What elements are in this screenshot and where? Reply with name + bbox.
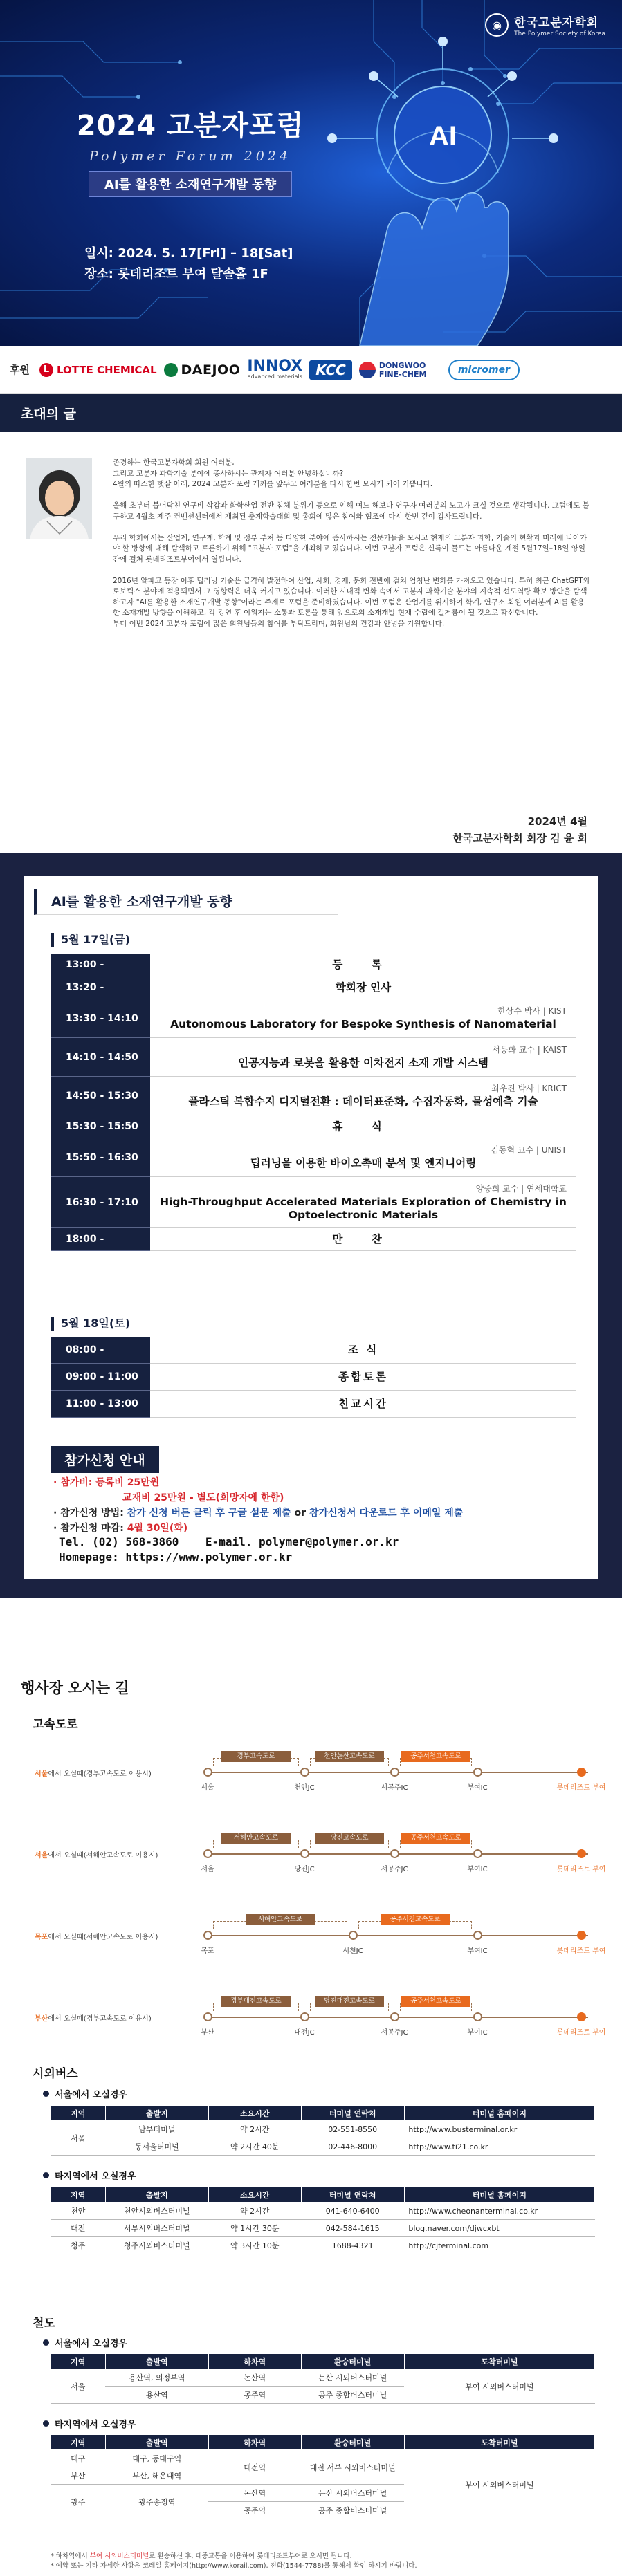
- greeting-paragraph: 2016년 알파고 등장 이후 딥러닝 기술은 급격히 발전하여 산업, 사회, 경제, 문화 전반에 걸쳐 엄청난 변화를 가져오고 있습니다. 특히 최근 ChatGPT와 로보틱스 분야에 적용되면서 그 영향력은 더욱 커지고 있습니다. 이러한 시대적 변화 속에서 고분자 과학기술 분야의 지속적 선도역량 확보 방안을 탐색하고자 "AI를 활용한 소재연구개발 동향"이라는 주제로 포럼을 준비하였습니다. 이번 포럼은 산업계를 위시하여 학계, 연구소 회원 여러분께 AI를 활용한 소재개발 방향을 이해하고, 각 강연 후 이워지는 소통과 토론을 통해 앞으로의 소재개발 현재 수립에 길거름이 될 것으로 확신합니다. 부디 이번 2024 고분자 포럼에 많은 회원님들의 참여를 부탁드리며, 회원님의 건강과 안녕을 기원합니다.: [113, 576, 590, 628]
- table-header-row: [51, 2106, 595, 2121]
- greeting-letter: [113, 458, 590, 640]
- route-node-label: 부여IC: [467, 2029, 488, 2037]
- terminal-homepage-link[interactable]: blog.naver.com/djwcxbt: [404, 2220, 594, 2237]
- session-title: 친교시간: [338, 1397, 388, 1410]
- schedule-time: 14:10 - 14:50: [51, 1038, 150, 1077]
- highway-route: [35, 1900, 606, 1970]
- table-row: [51, 2121, 595, 2138]
- table-cell: 대전 서부 시외버스터미널: [301, 2450, 404, 2485]
- region-cell: 부산: [51, 2467, 106, 2485]
- sponsor-bar: [0, 346, 622, 394]
- apply-deadline: 4월 30일(화): [127, 1523, 188, 1534]
- greeting-paragraph: 우리 학회에서는 산업계, 연구계, 학계 및 정부 부처 등 다양한 분야에 종사하시는 전문가들을 모시고 현재의 고분자 과학, 기술의 현황과 미래에 나아가야 할 방향에 대해 탐색하고 토론하기 위해 "고분자 포럼"을 개최하고 있습니다. 이번 고분자 포럼은 신록이 물드는 아름다운 계절 5월17일–18일 양일간에 걸쳐 롯데리조트부여에서 열립니다.: [113, 533, 587, 564]
- sponsor-daejoo[interactable]: DAEJOO: [164, 362, 241, 378]
- table-header-cell: 출발역: [105, 2354, 208, 2369]
- table-header-cell: 터미널 연락처: [301, 2106, 404, 2121]
- footnote-transfer: * 하차역에서 부여 시외버스터미널로 환승하신 후, 대중교통을 이용하여 롯데리조트부여로 오시면 됩니다.: [51, 2552, 352, 2560]
- schedule-content: [150, 1391, 576, 1417]
- schedule-row: [51, 1364, 576, 1391]
- table-header-cell: 하차역: [208, 2435, 301, 2450]
- table-header-row: [51, 2187, 595, 2203]
- contact-info: [59, 1535, 399, 1565]
- table-cell: 약 2시간 40분: [208, 2138, 301, 2156]
- lotte-logo-icon: L: [39, 363, 53, 377]
- table-header-cell: 소요시간: [208, 2187, 301, 2203]
- route-node-label: 롯데리조트 부여: [556, 1866, 606, 1873]
- dongwoo-logo-icon: [359, 362, 376, 378]
- rail-local-table: [51, 2434, 595, 2519]
- route-node-label: 롯데리조트 부여: [556, 1784, 606, 1792]
- schedule-content: [150, 1038, 576, 1076]
- route-node: [390, 1849, 399, 1858]
- route-node: [349, 1931, 358, 1940]
- schedule-content: [150, 1077, 576, 1115]
- session-title: Autonomous Laboratory for Bespoke Synthesis of Nanomaterial: [170, 1018, 556, 1030]
- table-cell: 논산 시외버스터미널: [301, 2369, 404, 2387]
- highway-name-tag: 서해안고속도로: [246, 1914, 315, 1925]
- directions-title: 행사장 오시는 길: [21, 1680, 129, 1696]
- sponsor-innox[interactable]: INNOX advanced materials: [247, 358, 303, 380]
- route-node-label: 천안JC: [294, 1784, 315, 1792]
- schedule-row: [51, 1115, 576, 1138]
- schedule-row: [51, 999, 576, 1038]
- bus-seoul-title: 서울에서 오실경우: [43, 2087, 127, 2100]
- table-header-cell: 도착터미널: [404, 2354, 594, 2369]
- sponsor-micromer[interactable]: micromer: [448, 360, 520, 380]
- highway-name-tag: 서해안고속도로: [221, 1833, 291, 1844]
- session-title: 학회장 인사: [335, 981, 392, 994]
- bus-seoul-table: [51, 2105, 595, 2156]
- table-header-cell: 출발역: [105, 2435, 208, 2450]
- homepage-link[interactable]: Homepage: https://www.polymer.or.kr: [59, 1550, 293, 1564]
- route-node: [473, 1849, 482, 1858]
- highway-route: [35, 1982, 606, 2051]
- sponsor-dongwoo[interactable]: DONGWOO FINE-CHEM: [359, 361, 441, 379]
- session-title: 휴 식: [332, 1120, 394, 1133]
- highway-name-tag: 공주서천고속도로: [381, 1914, 450, 1925]
- route-node-label: 서공주JC: [381, 2029, 408, 2037]
- table-cell: 대전: [51, 2220, 106, 2237]
- table-header-cell: 터미널 홈페이지: [404, 2106, 594, 2121]
- table-cell: 남부터미널: [105, 2121, 208, 2138]
- highway-name-tag: 당진고속도로: [315, 1833, 384, 1844]
- route-node: [473, 1768, 482, 1777]
- session-title: 종합토론: [338, 1370, 388, 1383]
- schedule-row: [51, 1077, 576, 1115]
- society-name-en: The Polymer Society of Korea: [514, 30, 605, 37]
- arrival-cell: 부여 시외버스터미널: [404, 2369, 594, 2404]
- event-info: [84, 243, 293, 285]
- rail-seoul-title: 서울에서 오실경우: [43, 2336, 127, 2349]
- hero-title-block: [52, 104, 329, 197]
- highway-name-tag: 공주서천고속도로: [401, 1751, 470, 1762]
- route-node-label: 서천JC: [342, 1947, 363, 1955]
- event-date: 일시: 2024. 5. 17[Fri] – 18[Sat]: [84, 246, 293, 261]
- table-header-cell: 지역: [51, 2435, 106, 2450]
- speaker: 한상수 박사 | KIST: [497, 1006, 567, 1016]
- schedule-row: [51, 1177, 576, 1228]
- table-cell: 논산 시외버스터미널: [301, 2485, 404, 2502]
- rail-seoul-table: [51, 2353, 595, 2404]
- session-title: High-Throughput Accelerated Materials Exploration of Chemistry in Optoelectronic Materials: [160, 1195, 567, 1221]
- arrival-cell: 부여 시외버스터미널: [404, 2450, 594, 2519]
- table-header-cell: 출발지: [105, 2187, 208, 2203]
- route-node-label: 목포: [201, 1947, 214, 1955]
- greeting-paragraph: 올해 초부터 불어닥친 연구비 삭감과 화학산업 전반 침체 분위기 등으로 인해 여느 해보다 연구자 여러분의 노고가 크실 것으로 생각됩니다. 그럼에도 불구하고 4월초 제주 컨벤션센터에서 개최된 춘계학술대회 및 총회에 많은 참여와 협조에 다시 한번 깊이 감사드립니다.: [113, 501, 589, 521]
- table-header-cell: 환승터미널: [301, 2435, 404, 2450]
- highway-name-tag: 천안논산고속도로: [315, 1751, 384, 1762]
- table-header-cell: 터미널 홈페이지: [404, 2187, 594, 2203]
- route-node-label: 부여IC: [467, 1866, 488, 1873]
- schedule-time: 11:00 - 13:00: [51, 1391, 150, 1418]
- table-header-row: [51, 2354, 595, 2369]
- sponsor-kcc[interactable]: KCC: [309, 360, 352, 380]
- schedule-time: 13:20 -: [51, 976, 150, 999]
- schedule-content: [150, 1337, 576, 1363]
- route-node: [390, 2012, 399, 2021]
- society-logo[interactable]: [485, 12, 605, 37]
- region-cell: 대구: [51, 2450, 106, 2467]
- route-node: [300, 2012, 309, 2021]
- route-node: [203, 1768, 212, 1777]
- table-header-cell: 출발지: [105, 2106, 208, 2121]
- sponsor-lotte-chemical[interactable]: L LOTTE CHEMICAL: [39, 363, 157, 377]
- program-title: AI를 활용한 소재연구개발 동향: [34, 889, 338, 915]
- greeting-section: [0, 432, 622, 853]
- table-cell: 약 1시간 30분: [208, 2220, 301, 2237]
- application-download-link[interactable]: 참가신청서 다운로드 후 이메일 제출: [309, 1508, 464, 1519]
- route-node: [577, 2012, 586, 2021]
- bus-local-table: [51, 2187, 595, 2254]
- session-title: 인공지능과 로봇을 활용한 이차전지 소재 개발 시스템: [238, 1057, 488, 1069]
- route-node-label: 서공주JC: [381, 1866, 408, 1873]
- apply-details: · 참가비: 등록비 25만원 교재비 25만원 - 별도(희망자에 한함) · 참가신청 방법: 참가 신청 버튼 클릭 후 구글 설문 제출 or 참가신청서 다운로드 후 이메일 제출 · 참가신청 마감: 4월 30일(화): [53, 1477, 464, 1534]
- highway-name-tag: 공주서천고속도로: [401, 1833, 470, 1844]
- table-header-cell: 소요시간: [208, 2106, 301, 2121]
- highway-name-tag: 경부대전고속도로: [221, 1996, 291, 2007]
- greeting-paragraph: 존경하는 한국고분자학회 회원 여러분, 그리고 고분자 과학기술 분야에 종사하시는 관계자 여러분 안녕하십니까? 4월의 따스한 햇살 아래, 2024 고분자 포럼 개최를 앞두고 여러분을 다시 한번 모시게 되어 기쁩니다.: [113, 458, 433, 488]
- route-node-label: 당진JC: [294, 1866, 315, 1873]
- schedule-row: [51, 1391, 576, 1418]
- greeting-signature: 한국고분자학회 회장 김 윤 희: [452, 832, 587, 844]
- highway-name-tag: 경부고속도로: [221, 1751, 291, 1762]
- table-header-cell: 지역: [51, 2187, 106, 2203]
- bus-heading: 시외버스: [33, 2067, 78, 2081]
- speaker: 양증희 교수 | 연세대학교: [475, 1184, 567, 1194]
- schedule-content: [150, 1115, 576, 1138]
- schedule-time: 16:30 - 17:10: [51, 1177, 150, 1228]
- forum-title: 2024 고분자포럼: [76, 110, 304, 142]
- route-node-label: 롯데리조트 부여: [556, 1947, 606, 1955]
- program-section: [0, 853, 622, 1598]
- table-cell: 부산, 해운대역: [105, 2467, 208, 2485]
- table-row: [51, 2369, 595, 2387]
- route-node: [203, 1849, 212, 1858]
- table-cell: 대전역: [208, 2450, 301, 2485]
- session-title: 딥러닝을 이용한 바이오촉매 분석 및 엔지니어링: [250, 1157, 477, 1169]
- forum-theme: AI를 활용한 소재연구개발 동향: [89, 171, 292, 197]
- footnote-korail: * 예약 또는 기타 자세한 사항은 코레일 홈페이지(http://www.korail.com), 전화(1544-7788)를 통해서 확인 하시기 바랍니다.: [51, 2562, 417, 2570]
- table-cell: 02-551-8550: [301, 2121, 404, 2138]
- table-header-cell: 터미널 연락처: [301, 2187, 404, 2203]
- route-label: 서울에서 오실때(서해안고속도로 이용시): [35, 1852, 158, 1860]
- schedule-row: [51, 976, 576, 999]
- route-node-label: 대전JC: [294, 2029, 315, 2037]
- session-title: 조 식: [347, 1343, 379, 1356]
- session-title: 등 록: [332, 958, 394, 971]
- route-node-label: 부산: [201, 2029, 214, 2037]
- route-node-label: 롯데리조트 부여: [556, 2029, 606, 2037]
- route-node-label: 부여IC: [467, 1947, 488, 1955]
- terminal-homepage-link[interactable]: http://www.busterminal.or.kr: [404, 2121, 594, 2138]
- table-cell: 공주역: [208, 2387, 301, 2404]
- terminal-homepage-link[interactable]: http://www.cheonanterminal.co.kr: [404, 2203, 594, 2220]
- table-header-cell: 하차역: [208, 2354, 301, 2369]
- table-cell: 서부시외버스터미널: [105, 2220, 208, 2237]
- table-cell: 공주 종합버스터미널: [301, 2502, 404, 2519]
- table-cell: 1688-4321: [301, 2237, 404, 2254]
- rail-heading: 철도: [33, 2317, 55, 2331]
- apply-heading: 참가신청 안내: [51, 1446, 159, 1473]
- sponsor-label: 후원: [10, 364, 30, 376]
- session-title: 플라스틱 복합수지 디지털전환 : 데이터표준화, 수집자동화, 물성예측 기술: [188, 1095, 538, 1108]
- contact-line[interactable]: Tel. (02) 568-3860 E-mail. polymer@polymer.or.kr: [59, 1535, 399, 1548]
- highway-heading: 고속도로: [33, 1718, 78, 1732]
- bus-local-title: 타지역에서 오실경우: [43, 2169, 136, 2182]
- schedule-content: [150, 976, 576, 999]
- region-cell: 광주: [51, 2485, 106, 2519]
- route-node: [577, 1768, 586, 1777]
- terminal-homepage-link[interactable]: http://www.ti21.co.kr: [404, 2138, 594, 2156]
- table-row: [51, 2237, 595, 2254]
- schedule-content: [150, 1228, 576, 1250]
- day1-heading: 5월 17일(금): [51, 933, 130, 947]
- schedule-time: 13:30 - 14:10: [51, 999, 150, 1038]
- route-node: [390, 1768, 399, 1777]
- route-node-label: 서공주IC: [381, 1784, 408, 1792]
- terminal-homepage-link[interactable]: http://cjterminal.com: [404, 2237, 594, 2254]
- schedule-time: 15:50 - 16:30: [51, 1138, 150, 1177]
- route-node: [300, 1849, 309, 1858]
- speaker: 서동화 교수 | KAIST: [492, 1045, 567, 1055]
- highway-route: [35, 1819, 606, 1888]
- route-node: [577, 1849, 586, 1858]
- schedule-time: 13:00 -: [51, 954, 150, 976]
- route-node: [203, 1931, 212, 1940]
- forum-title-en: Polymer Forum 2024: [89, 149, 291, 164]
- program-card: [24, 876, 598, 1579]
- schedule-content: [150, 954, 576, 976]
- hero-banner: [0, 0, 622, 346]
- schedule-time: 08:00 -: [51, 1337, 150, 1364]
- president-portrait: [26, 458, 92, 539]
- table-cell: 청주: [51, 2237, 106, 2254]
- table-cell: 청주시외버스터미널: [105, 2237, 208, 2254]
- table-cell: 042-584-1615: [301, 2220, 404, 2237]
- route-node-label: 서울: [201, 1784, 214, 1792]
- route-node: [300, 1768, 309, 1777]
- table-cell: 02-446-8000: [301, 2138, 404, 2156]
- rail-local-title: 타지역에서 오실경우: [43, 2417, 136, 2430]
- schedule-time: 15:30 - 15:50: [51, 1115, 150, 1138]
- ai-chip-label: AI: [429, 121, 457, 151]
- schedule-content: [150, 1364, 576, 1390]
- schedule-row: [51, 1228, 576, 1251]
- greeting-signature-block: [452, 813, 587, 846]
- route-line: [208, 1935, 588, 1936]
- route-node: [473, 2012, 482, 2021]
- table-cell: 논산역: [208, 2485, 301, 2502]
- region-cell: 서울: [51, 2121, 106, 2156]
- table-cell: 공주 종합버스터미널: [301, 2387, 404, 2404]
- fee-textbook: 교재비 25만원 - 별도(희망자에 한함): [122, 1492, 284, 1503]
- table-cell: 용산역, 의정부역: [105, 2369, 208, 2387]
- day2-schedule: [51, 1337, 576, 1418]
- table-row: [51, 2138, 595, 2156]
- schedule-row: [51, 1038, 576, 1077]
- route-node-label: 부여IC: [467, 1784, 488, 1792]
- table-header-cell: 지역: [51, 2354, 106, 2369]
- day2-heading: 5월 18일(토): [51, 1317, 130, 1331]
- highway-route: [35, 1737, 606, 1806]
- schedule-time: 14:50 - 15:30: [51, 1077, 150, 1115]
- schedule-time: 18:00 -: [51, 1228, 150, 1251]
- route-node-label: 서울: [201, 1866, 214, 1873]
- table-cell: 용산역: [105, 2387, 208, 2404]
- greeting-header: 초대의 글: [0, 394, 622, 432]
- table-header-cell: 지역: [51, 2106, 106, 2121]
- route-node: [203, 2012, 212, 2021]
- table-row: [51, 2450, 595, 2467]
- route-node: [577, 1931, 586, 1940]
- table-header-cell: 도착터미널: [404, 2435, 594, 2450]
- table-cell: 동서울터미널: [105, 2138, 208, 2156]
- speaker: 최우진 박사 | KRICT: [491, 1084, 567, 1093]
- event-place: 장소: 롯데리조트 부여 달솔홀 1F: [84, 267, 268, 281]
- route-label: 부산에서 오실때(경부고속도로 이용시): [35, 2015, 152, 2023]
- schedule-row: [51, 1337, 576, 1364]
- footnotes: [51, 2552, 604, 2571]
- session-title: 만 찬: [332, 1232, 394, 1245]
- table-cell: 약 2시간: [208, 2203, 301, 2220]
- daejoo-logo-icon: [164, 363, 178, 377]
- speaker: 김동혁 교수 | UNIST: [491, 1145, 567, 1155]
- table-cell: 041-640-6400: [301, 2203, 404, 2220]
- schedule-time: 09:00 - 11:00: [51, 1364, 150, 1391]
- route-label: 서울에서 오실때(경부고속도로 이용시): [35, 1770, 152, 1778]
- schedule-row: [51, 1138, 576, 1177]
- table-header-row: [51, 2435, 595, 2450]
- table-cell: 천안: [51, 2203, 106, 2220]
- greeting-date: 2024년 4월: [527, 815, 587, 828]
- route-node: [473, 1931, 482, 1940]
- society-name: 한국고분자학회: [514, 16, 599, 30]
- day1-schedule: [51, 954, 576, 1251]
- table-cell: 대구, 동대구역: [105, 2450, 208, 2467]
- table-cell: 약 2시간: [208, 2121, 301, 2138]
- fee-registration: 등록비 25만원: [95, 1477, 160, 1488]
- table-cell: 광주송정역: [105, 2485, 208, 2519]
- society-seal-icon: ◉: [485, 13, 509, 37]
- table-row: [51, 2203, 595, 2220]
- highway-name-tag: 당진대전고속도로: [315, 1996, 384, 2007]
- highway-name-tag: 공주서천고속도로: [401, 1996, 470, 2007]
- schedule-content: [150, 999, 576, 1037]
- schedule-row: [51, 954, 576, 976]
- schedule-content: [150, 1138, 576, 1176]
- table-cell: 공주역: [208, 2502, 301, 2519]
- table-cell: 논산역: [208, 2369, 301, 2387]
- region-cell: 서울: [51, 2369, 106, 2404]
- route-label: 목포에서 오실때(서해안고속도로 이용시): [35, 1934, 158, 1941]
- table-cell: 약 3시간 10분: [208, 2237, 301, 2254]
- table-cell: 천안시외버스터미널: [105, 2203, 208, 2220]
- schedule-content: [150, 1177, 576, 1227]
- google-form-link[interactable]: 참가 신청 버튼 클릭 후 구글 설문 제출: [127, 1508, 291, 1519]
- table-row: [51, 2220, 595, 2237]
- table-header-cell: 환승터미널: [301, 2354, 404, 2369]
